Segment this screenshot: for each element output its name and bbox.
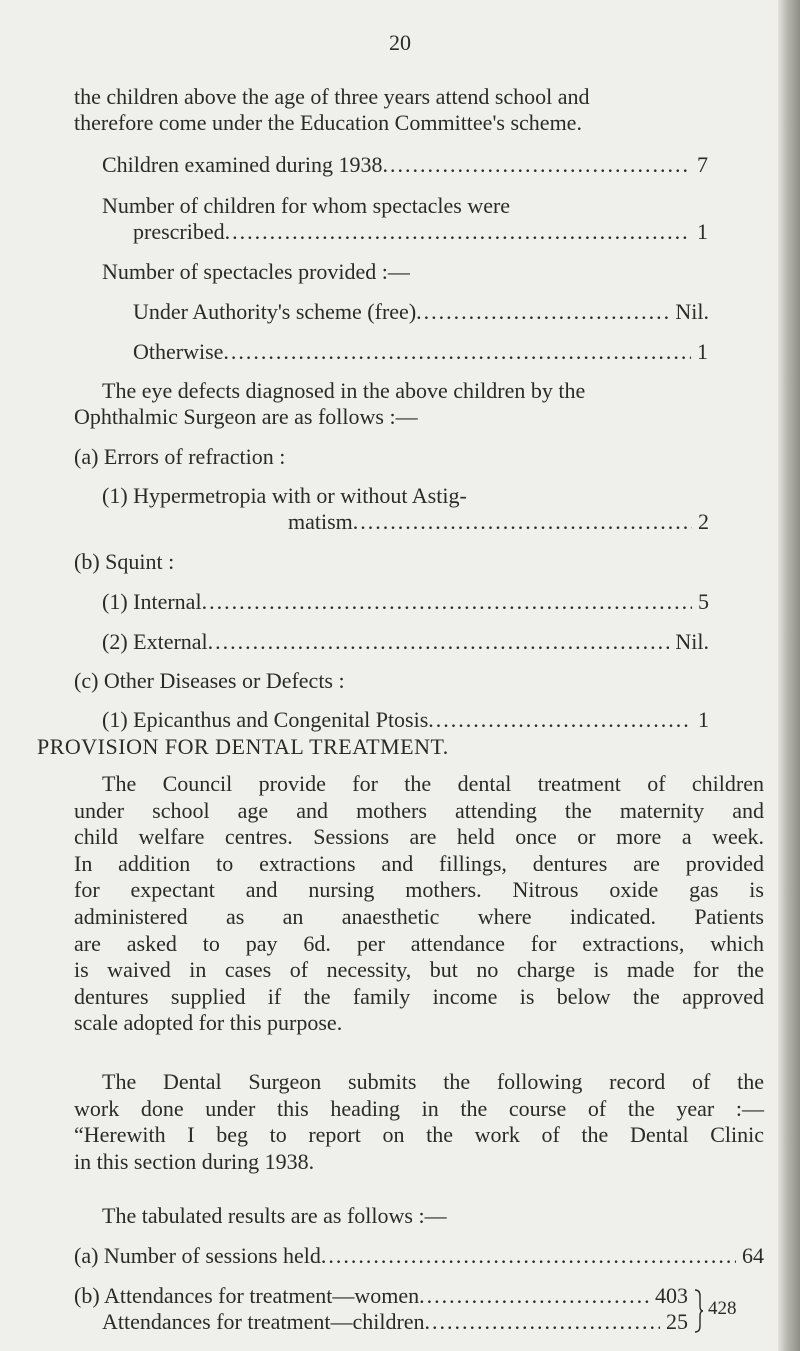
result-children-value: 25 (666, 1309, 688, 1334)
result-sessions (74, 1243, 764, 1269)
stat-authority-label: Under Authority's scheme (free) (133, 299, 417, 324)
paragraph-1-line: under school age and mothers attending the maternity and (74, 797, 764, 823)
defect-b2-label: (2) External (102, 629, 208, 654)
stat-authority-value: Nil. (675, 299, 709, 324)
dental-treatment-heading: PROVISION FOR DENTAL TREATMENT. (37, 734, 449, 759)
result-women (74, 1283, 688, 1309)
defects-intro-line-1: The eye defects diagnosed in the above children by the (102, 378, 586, 403)
paragraph-1-line: In addition to extractions and fillings, dentures are provided (74, 850, 764, 876)
defect-c1-label: (1) Epicanthus and Congenital Ptosis (102, 707, 429, 732)
page-edge-shadow (778, 0, 800, 1351)
result-children-label: Attendances for treatment—children (102, 1309, 425, 1334)
defect-b-heading: (b) Squint : (74, 549, 175, 574)
intro-line-1: the children above the age of three years attend school and (74, 84, 590, 109)
result-children (102, 1309, 688, 1335)
stat-examined-value: 7 (697, 152, 708, 177)
paragraph-1-line: The Council provide for the dental treatment of children (102, 771, 764, 796)
defect-a1-value: 2 (698, 509, 709, 534)
defect-a1-line-2: matism (288, 509, 353, 534)
defect-c-heading: (c) Other Diseases or Defects : (74, 668, 345, 693)
defect-c1 (102, 707, 709, 733)
paragraph-1-line: scale adopted for this purpose. (74, 1010, 343, 1036)
result-women-value: 403 (655, 1283, 688, 1308)
defect-b1 (102, 589, 709, 615)
paragraph-2-line: “Herewith I beg to report on the work of the Dental Clinic (74, 1122, 764, 1148)
paragraph-1-line: dentures supplied if the family income is below the approved (74, 983, 764, 1009)
dental-paragraph-1 (74, 771, 764, 1037)
paragraph-1-line: is waived in cases of necessity, but no charge is made for the (74, 957, 764, 983)
paragraph-1-line: for expectant and nursing mothers. Nitrous oxide gas is (74, 877, 764, 903)
page-number: 20 (389, 30, 411, 55)
right-brace (694, 1288, 704, 1334)
stat-provided-label: Number of spectacles provided :— (102, 259, 410, 284)
stat-otherwise (133, 339, 708, 365)
stat-otherwise-value: 1 (697, 339, 708, 364)
paragraph-1-line: administered as an anaesthetic where indicated. Patients (74, 903, 764, 929)
paragraph-1-line: child welfare centres. Sessions are held once or more a week. (74, 824, 764, 850)
defect-b1-label: (1) Internal (102, 589, 202, 614)
tabulated-results-intro: The tabulated results are as follows :— (102, 1203, 447, 1228)
stat-examined-label: Children examined during 1938 (102, 152, 383, 177)
result-sessions-label: (a) Number of sessions held (74, 1243, 321, 1268)
defect-c1-value: 1 (698, 707, 709, 732)
defect-a-heading: (a) Errors of refraction : (74, 444, 286, 469)
stat-prescribed-value: 1 (697, 219, 708, 244)
result-women-label: (b) Attendances for treatment—women (74, 1283, 420, 1308)
paragraph-2-line: The Dental Surgeon submits the following record of the (102, 1069, 764, 1094)
stat-prescribed-label-1: Number of children for whom spectacles were (102, 193, 511, 218)
stat-prescribed (133, 219, 708, 245)
stat-otherwise-label: Otherwise (133, 339, 224, 364)
paragraph-2-line: work done under this heading in the course of the year :— (74, 1095, 764, 1121)
stat-prescribed-label-2: prescribed (133, 219, 225, 244)
defect-a1 (288, 509, 709, 535)
intro-line-2: therefore come under the Education Committee's scheme. (74, 110, 582, 135)
defect-b2-value: Nil. (675, 629, 709, 654)
paragraph-1-line: are asked to pay 6d. per attendance for extractions, which (74, 930, 764, 956)
stat-examined (102, 152, 708, 178)
stat-authority (133, 299, 709, 325)
dental-paragraph-2 (74, 1069, 764, 1175)
paragraph-2-line: in this section during 1938. (74, 1148, 315, 1174)
defect-b1-value: 5 (698, 589, 709, 614)
attendances-total: 428 (708, 1298, 737, 1319)
result-sessions-value: 64 (742, 1243, 764, 1268)
defect-a1-line-1: (1) Hypermetropia with or without Astig- (102, 483, 467, 508)
defects-intro-line-2: Ophthalmic Surgeon are as follows :— (74, 404, 418, 429)
defect-b2 (102, 629, 709, 655)
